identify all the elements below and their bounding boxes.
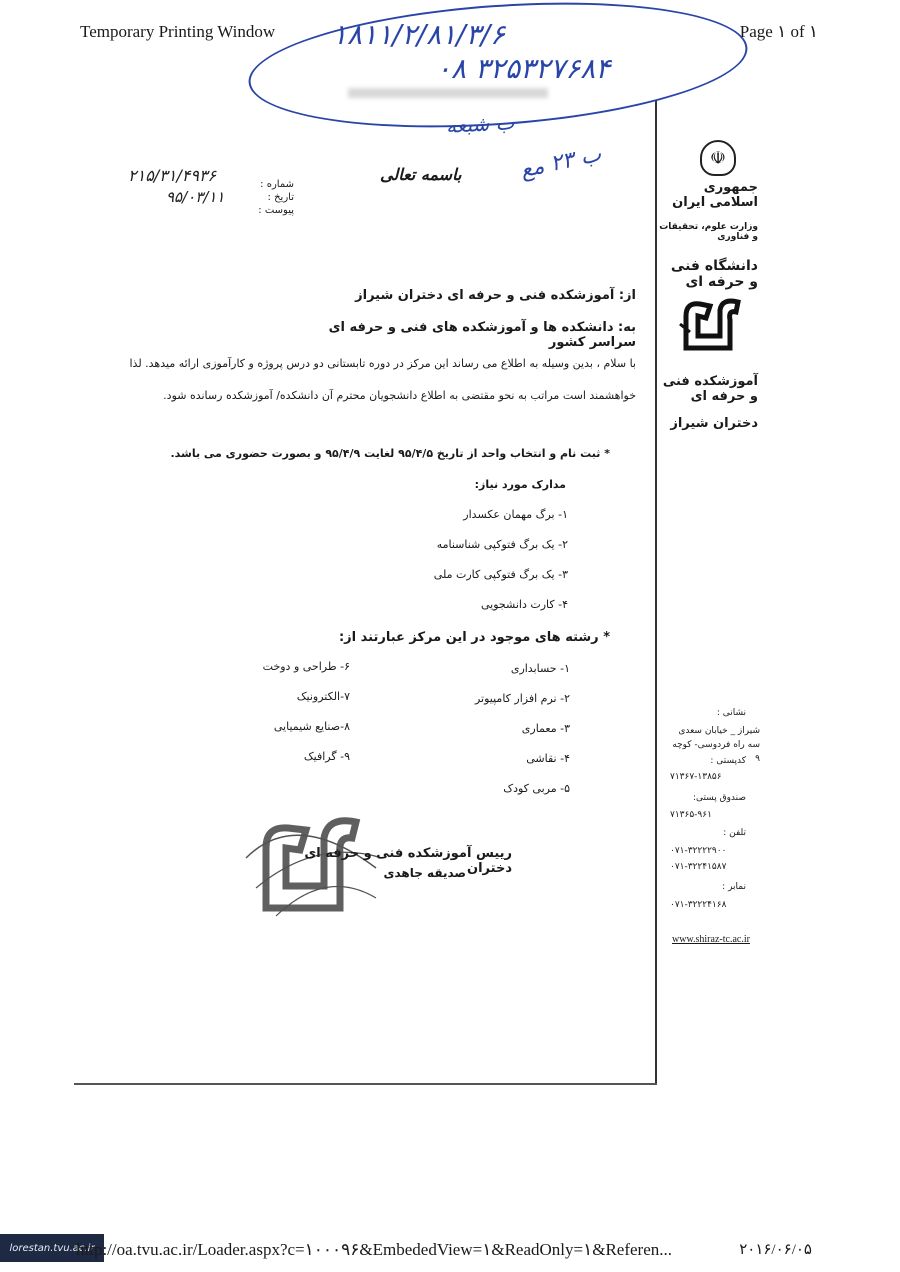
field-item: ۴- نقاشی <box>526 752 570 765</box>
phone-label: تلفن : <box>723 828 746 838</box>
document-item: ۴- کارت دانشجویی <box>481 598 568 611</box>
phone-1: ۰۷۱-۳۲۲۲۲۹۰۰ <box>670 846 727 856</box>
fax-label: نمابر : <box>722 882 746 892</box>
handwritten-note: ب شبعه <box>445 110 515 138</box>
address-value: شیراز _ خیابان سعدی سه راه فردوسی- کوچه ۹ <box>672 726 760 764</box>
registration-note: * ثبت نام و انتخاب واحد از تاریخ ۹۵/۴/۵ لغایت ۹۵/۴/۹ و بصورت حضوری می باشد. <box>170 447 610 460</box>
field-item: ۷-الکترونیک <box>296 690 350 703</box>
document-item: ۱- برگ مهمان عکسدار <box>463 508 568 521</box>
address-label: نشانی : <box>716 708 746 718</box>
college-name-line1: آموزشکده فنی و حرفه ای <box>662 374 758 404</box>
watermark-badge: lorestan.tvu.ac.ir <box>0 1234 104 1262</box>
redacted-text <box>348 88 548 98</box>
college-logo-icon <box>676 294 750 358</box>
letter-number-value: ۲۱۵/۳۱/۴۹۳۶ <box>128 166 217 185</box>
postcode-value: ۷۱۳۶۷-۱۳۸۵۶ <box>670 772 722 782</box>
field-item: ۸-صنایع شیمیایی <box>273 720 350 733</box>
footer-date: ۲۰۱۶/۰۶/۰۵ <box>739 1242 812 1258</box>
document-item: ۳- یک برگ فتوکپی کارت ملی <box>433 568 568 581</box>
college-name-line2: دختران شیراز <box>670 416 758 431</box>
footer-url: http://oa.tvu.ac.ir/Loader.aspx?c=۱۰۰۰۹۶&EmbededView=۱&ReadOnly=۱&Referen... <box>76 1240 672 1259</box>
letter-date-value: ۹۵/۰۳/۱۱ <box>166 188 225 206</box>
letter-to: به: دانشکده ها و آموزشکده های فنی و حرفه ای سراسر کشور <box>328 320 636 350</box>
documents-heading: مدارک مورد نیاز: <box>474 478 566 491</box>
fax-value: ۰۷۱-۳۲۲۲۴۱۶۸ <box>670 900 727 910</box>
website-link[interactable]: www.shiraz-tc.ac.ir <box>672 934 750 945</box>
republic-name: جمهوری اسلامی ایران <box>672 180 758 210</box>
handwritten-scribble: ب ۲۳ مع <box>518 141 604 184</box>
bismillah: باسمه تعالی <box>380 165 462 184</box>
pobox-label: صندوق پستی: <box>692 793 746 803</box>
print-window-title: Temporary Printing Window <box>80 22 276 41</box>
signer-title: رییس آموزشکده فنی و حرفه ای دختران <box>304 846 512 876</box>
phone-2: ۰۷۱-۳۲۲۴۱۵۸۷ <box>670 862 727 872</box>
date-label: تاریخ : <box>267 192 294 203</box>
attachment-label: پیوست : <box>258 205 294 216</box>
field-item: ۱- حسابداری <box>510 662 570 675</box>
field-item: ۶- طراحی و دوخت <box>262 660 350 673</box>
handwritten-number: ۱۸۱۱/۲/۸۱/۳/۶ <box>332 18 506 51</box>
page-indicator: Page ۱ of ۱ <box>739 22 818 41</box>
document-item: ۲- یک برگ فتوکپی شناسنامه <box>436 538 568 551</box>
sidebar-divider <box>655 100 657 1085</box>
field-item: ۲- نرم افزار کامپیوتر <box>474 692 570 705</box>
fields-heading: * رشته های موجود در این مرکز عبارتند از: <box>338 630 610 645</box>
field-item: ۳- معماری <box>521 722 570 735</box>
letter-from: از: آموزشکده فنی و حرفه ای دختران شیراز <box>355 288 636 303</box>
pobox-value: ۷۱۳۶۵-۹۶۱ <box>670 810 712 820</box>
signer-name: صدیقه جاهدی <box>383 866 466 880</box>
handwritten-number-2: ۰۸ ۳۲۵۳۲۷۶۸۴ <box>436 52 611 85</box>
letter-paragraph: با سلام ، بدین وسیله به اطلاع می رساند این مرکز در دوره تابستانی دو درس پروژه و کارآموزی ارائه میدهد. لذا خواهشمند است مراتب به نحو مقتضی به اطلاع دانشجویان محترم آن دانشکده/ آموزشکده رسانده شود. <box>129 357 636 402</box>
bottom-border <box>74 1083 657 1085</box>
field-item: ۵- مربی کودک <box>503 782 570 795</box>
field-item: ۹- گرافیک <box>303 750 350 763</box>
ministry-name: وزارت علوم، تحقیقات و فناوری <box>659 222 758 242</box>
number-label: شماره : <box>260 179 294 190</box>
iran-emblem-icon: ☫ <box>700 140 736 176</box>
letter-meta-labels <box>234 178 294 217</box>
university-name: دانشگاه فنی و حرفه ای <box>670 258 758 290</box>
postcode-label: کدپستی : <box>710 756 746 766</box>
